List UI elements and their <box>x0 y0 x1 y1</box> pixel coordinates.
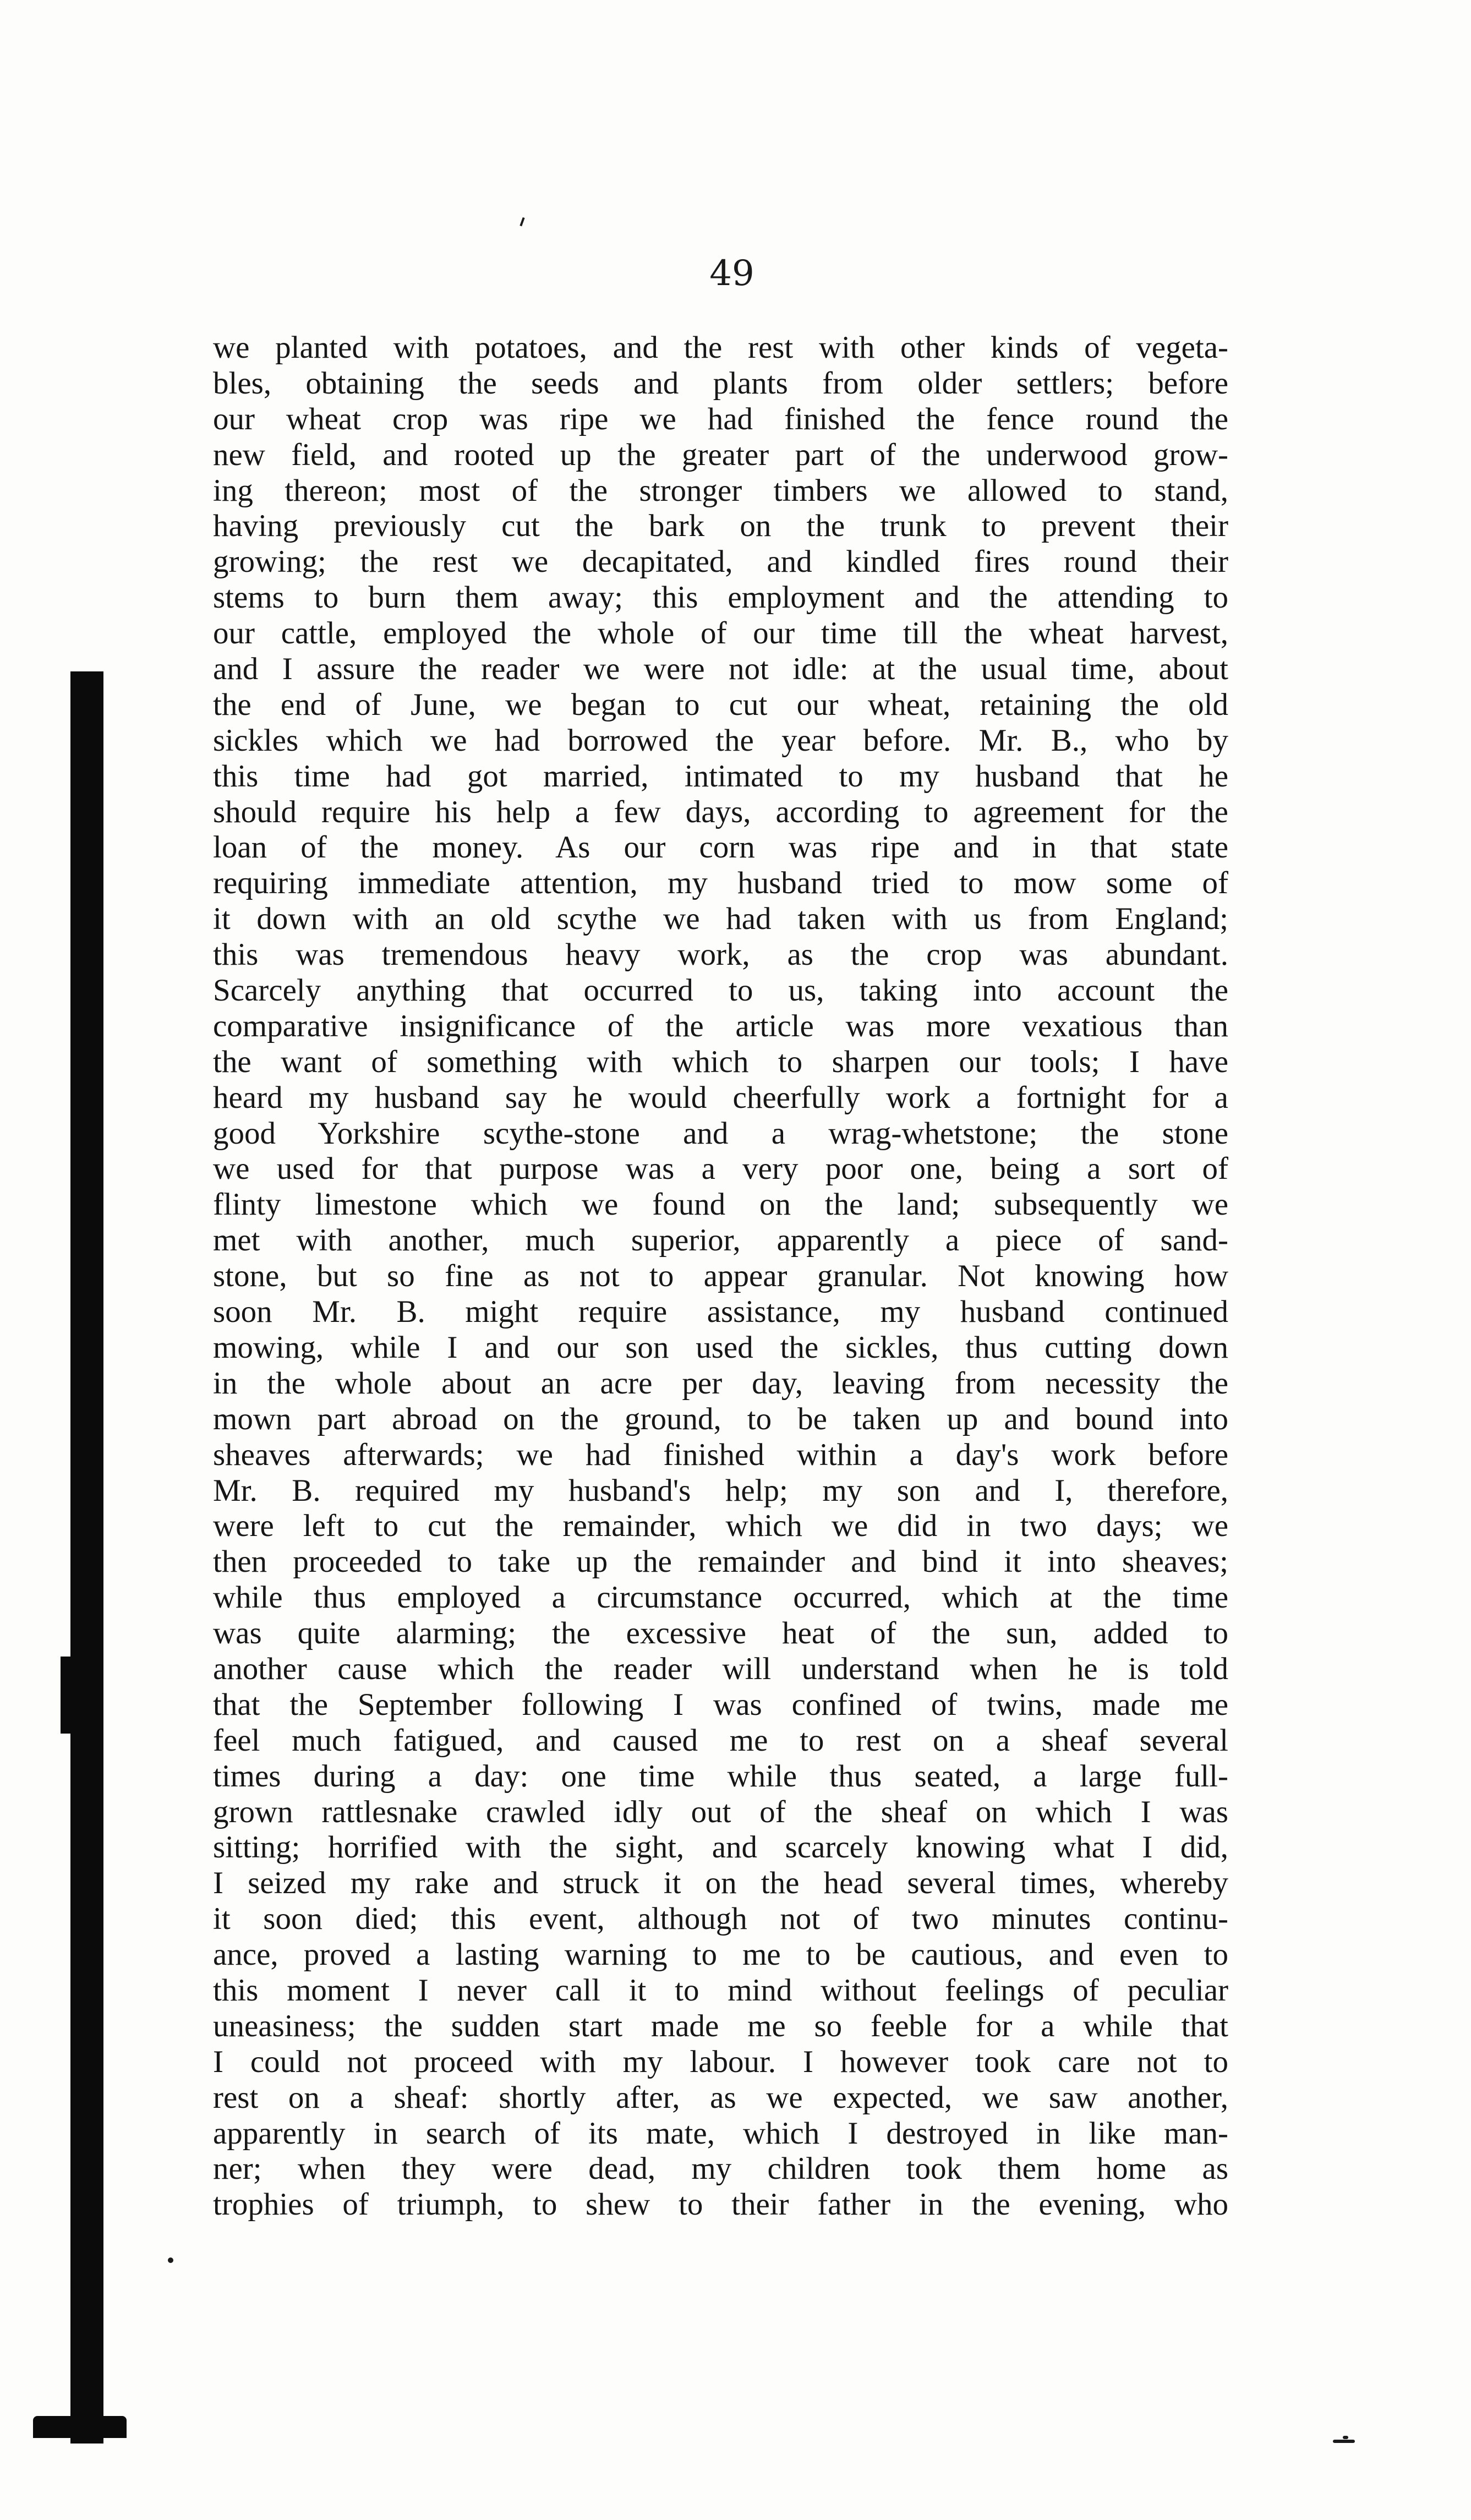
text-line: requiring immediate attention, my husband tried to mow some of <box>213 866 1228 901</box>
text-line: new field, and rooted up the greater part of the underwood grow- <box>213 437 1228 472</box>
text-line: uneasiness; the sudden start made me so feeble for a while that <box>213 2008 1228 2043</box>
body-text <box>213 330 1228 2223</box>
text-line: Mr. B. required my husband's help; my son and I, therefore, <box>213 1473 1228 1508</box>
text-line: was quite alarming; the excessive heat of the sun, added to <box>213 1616 1228 1651</box>
text-line: were left to cut the remainder, which we did in two days; we <box>213 1508 1228 1544</box>
text-line: loan of the money. As our corn was ripe and in that state <box>213 830 1228 865</box>
margin-dot <box>168 2257 173 2263</box>
text-line: times during a day: one time while thus seated, a large full- <box>213 1758 1228 1794</box>
text-line: that the September following I was confined of twins, made me <box>213 1687 1228 1722</box>
text-line: Scarcely anything that occurred to us, taking into account the <box>213 973 1228 1008</box>
text-line: rest on a sheaf: shortly after, as we expected, we saw another, <box>213 2080 1228 2115</box>
text-line: sheaves afterwards; we had finished within a day's work before <box>213 1437 1228 1472</box>
text-line: trophies of triumph, to shew to their father in the evening, who <box>213 2187 1228 2222</box>
text-line: another cause which the reader will understand when he is told <box>213 1651 1228 1686</box>
text-line: flinty limestone which we found on the land; subsequently we <box>213 1187 1228 1222</box>
text-line: I seized my rake and struck it on the head several times, whereby <box>213 1866 1228 1901</box>
ink-smudge <box>1343 2436 1348 2439</box>
text-line: good Yorkshire scythe-stone and a wrag-whetstone; the stone <box>213 1116 1228 1151</box>
text-line: apparently in search of its mate, which I destroyed in like man- <box>213 2116 1228 2151</box>
text-line: in the whole about an acre per day, leaving from necessity the <box>213 1365 1228 1401</box>
text-line: growing; the rest we decapitated, and kindled fires round their <box>213 544 1228 580</box>
text-line: grown rattlesnake crawled idly out of the sheaf on which I was <box>213 1794 1228 1829</box>
text-line: should require his help a few days, according to agreement for the <box>213 794 1228 829</box>
text-line: and I assure the reader we were not idle: at the usual time, about <box>213 652 1228 687</box>
text-line: ing thereon; most of the stronger timbers we allowed to stand, <box>213 473 1228 508</box>
text-line: our wheat crop was ripe we had finished the fence round the <box>213 401 1228 436</box>
text-line: it down with an old scythe we had taken with us from England; <box>213 901 1228 937</box>
text-line: this moment I never call it to mind without feelings of peculiar <box>213 1972 1228 2008</box>
text-line: then proceeded to take up the remainder and bind it into sheaves; <box>213 1544 1228 1579</box>
text-line: sickles which we had borrowed the year before. Mr. B., who by <box>213 723 1228 758</box>
text-line: soon Mr. B. might require assistance, my husband continued <box>213 1294 1228 1330</box>
page-number: 49 <box>709 253 754 294</box>
text-line: ner; when they were dead, my children took them home as <box>213 2151 1228 2186</box>
text-line: bles, obtaining the seeds and plants from older settlers; before <box>213 365 1228 401</box>
ink-mark <box>520 217 524 226</box>
text-line: the want of something with which to sharpen our tools; I have <box>213 1044 1228 1079</box>
text-line: comparative insignificance of the article was more vexatious than <box>213 1008 1228 1043</box>
text-line: while thus employed a circumstance occurred, which at the time <box>213 1580 1228 1615</box>
text-line: we planted with potatoes, and the rest with other kinds of vegeta- <box>213 330 1228 365</box>
text-line: feel much fatigued, and caused me to rest on a sheaf several <box>213 1723 1228 1758</box>
text-line: heard my husband say he would cheerfully work a fortnight for a <box>213 1080 1228 1115</box>
text-line: we used for that purpose was a very poor one, being a sort of <box>213 1151 1228 1187</box>
binding-edge-foot <box>33 2416 127 2438</box>
text-line: this was tremendous heavy work, as the crop was abundant. <box>213 937 1228 972</box>
text-line: mowing, while I and our son used the sickles, thus cutting down <box>213 1330 1228 1365</box>
text-line: it soon died; this event, although not of two minutes continu- <box>213 1901 1228 1937</box>
text-line: this time had got married, intimated to my husband that he <box>213 758 1228 794</box>
ink-smudge <box>1333 2440 1355 2443</box>
text-line: stone, but so fine as not to appear granular. Not knowing how <box>213 1259 1228 1294</box>
text-line: the end of June, we began to cut our wheat, retaining the old <box>213 687 1228 722</box>
text-line: I could not proceed with my labour. I however took care not to <box>213 2044 1228 2079</box>
text-line: mown part abroad on the ground, to be taken up and bound into <box>213 1401 1228 1436</box>
text-line: sitting; horrified with the sight, and scarcely knowing what I did, <box>213 1830 1228 1865</box>
text-line: having previously cut the bark on the trunk to prevent their <box>213 509 1228 544</box>
text-line: ance, proved a lasting warning to me to be cautious, and even to <box>213 1937 1228 1972</box>
text-line: stems to burn them away; this employment and the attending to <box>213 580 1228 615</box>
text-line: our cattle, employed the whole of our time till the wheat harvest, <box>213 616 1228 651</box>
binding-edge <box>70 671 103 2444</box>
binding-edge-notch <box>61 1657 77 1734</box>
text-line: met with another, much superior, apparently a piece of sand- <box>213 1223 1228 1258</box>
